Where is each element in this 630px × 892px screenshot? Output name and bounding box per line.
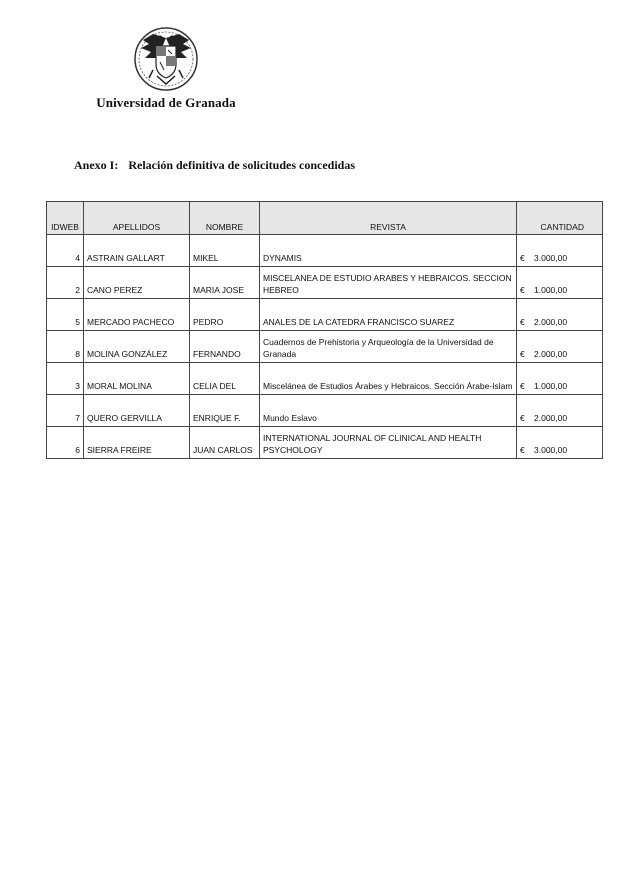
amount-value: 3.000,00 bbox=[534, 253, 568, 263]
cell-cantidad bbox=[517, 299, 603, 331]
cell-idweb: 8 bbox=[47, 331, 84, 363]
cell-revista: MISCELANEA DE ESTUDIO ARABES Y HEBRAICOS. SECCION HEBREO bbox=[260, 267, 517, 299]
header-idweb: IDWEB bbox=[47, 202, 84, 235]
table-row bbox=[47, 299, 603, 331]
amount-value: 1.000,00 bbox=[534, 285, 568, 295]
cell-cantidad bbox=[517, 363, 603, 395]
table-row bbox=[47, 395, 603, 427]
cell-revista: Mundo Eslavo bbox=[260, 395, 517, 427]
cell-apellidos: SIERRA FREIRE bbox=[84, 427, 190, 459]
euro-sign: € bbox=[520, 381, 525, 391]
euro-sign: € bbox=[520, 349, 525, 359]
cell-idweb: 4 bbox=[47, 235, 84, 267]
annex-heading bbox=[74, 158, 355, 173]
euro-sign: € bbox=[520, 253, 525, 263]
cell-idweb: 5 bbox=[47, 299, 84, 331]
annex-label: Anexo I: bbox=[74, 158, 119, 172]
cell-apellidos: MERCADO PACHECO bbox=[84, 299, 190, 331]
table-header-row bbox=[47, 202, 603, 235]
euro-sign: € bbox=[520, 445, 525, 455]
cell-nombre: CELIA DEL bbox=[190, 363, 260, 395]
cell-apellidos: CANO PEREZ bbox=[84, 267, 190, 299]
cell-nombre: ENRIQUE F. bbox=[190, 395, 260, 427]
amount-value: 1.000,00 bbox=[534, 381, 568, 391]
amount-value: 2.000,00 bbox=[534, 349, 568, 359]
cell-apellidos: QUERO GERVILLA bbox=[84, 395, 190, 427]
cell-revista: ANALES DE LA CATEDRA FRANCISCO SUAREZ bbox=[260, 299, 517, 331]
amount-value: 2.000,00 bbox=[534, 317, 568, 327]
cell-idweb: 6 bbox=[47, 427, 84, 459]
header-revista: REVISTA bbox=[260, 202, 517, 235]
cell-cantidad bbox=[517, 427, 603, 459]
cell-revista: DYNAMIS bbox=[260, 235, 517, 267]
cell-cantidad bbox=[517, 395, 603, 427]
amount-value: 2.000,00 bbox=[534, 413, 568, 423]
header-nombre: NOMBRE bbox=[190, 202, 260, 235]
university-name: Universidad de Granada bbox=[96, 95, 236, 110]
cell-revista: Miscelánea de Estudios Árabes y Hebraicos. Sección Árabe-Islam bbox=[260, 363, 517, 395]
table-row bbox=[47, 331, 603, 363]
cell-nombre: PEDRO bbox=[190, 299, 260, 331]
header-cantidad: CANTIDAD bbox=[517, 202, 603, 235]
coat-of-arms-icon bbox=[133, 26, 199, 92]
cell-nombre: MIKEL bbox=[190, 235, 260, 267]
table-row bbox=[47, 427, 603, 459]
euro-sign: € bbox=[520, 285, 525, 295]
table-row bbox=[47, 267, 603, 299]
cell-idweb: 7 bbox=[47, 395, 84, 427]
grants-table bbox=[46, 201, 603, 459]
annex-title: Relación definitiva de solicitudes concedidas bbox=[128, 158, 356, 172]
header-apellidos: APELLIDOS bbox=[84, 202, 190, 235]
table-row bbox=[47, 363, 603, 395]
cell-nombre: JUAN CARLOS bbox=[190, 427, 260, 459]
cell-cantidad bbox=[517, 267, 603, 299]
table-row bbox=[47, 235, 603, 267]
euro-sign: € bbox=[520, 317, 525, 327]
euro-sign: € bbox=[520, 413, 525, 423]
cell-cantidad bbox=[517, 235, 603, 267]
cell-apellidos: ASTRAIN GALLART bbox=[84, 235, 190, 267]
cell-idweb: 3 bbox=[47, 363, 84, 395]
cell-revista: INTERNATIONAL JOURNAL OF CLINICAL AND HEALTH PSYCHOLOGY bbox=[260, 427, 517, 459]
cell-idweb: 2 bbox=[47, 267, 84, 299]
cell-nombre: FERNANDO bbox=[190, 331, 260, 363]
cell-cantidad bbox=[517, 331, 603, 363]
amount-value: 3.000,00 bbox=[534, 445, 568, 455]
cell-apellidos: MORAL MOLINA bbox=[84, 363, 190, 395]
cell-nombre: MARIA JOSE bbox=[190, 267, 260, 299]
cell-revista: Cuadernos de Prehistoria y Arqueología de la Universidad de Granada bbox=[260, 331, 517, 363]
cell-apellidos: MOLINA GONZÁLEZ bbox=[84, 331, 190, 363]
